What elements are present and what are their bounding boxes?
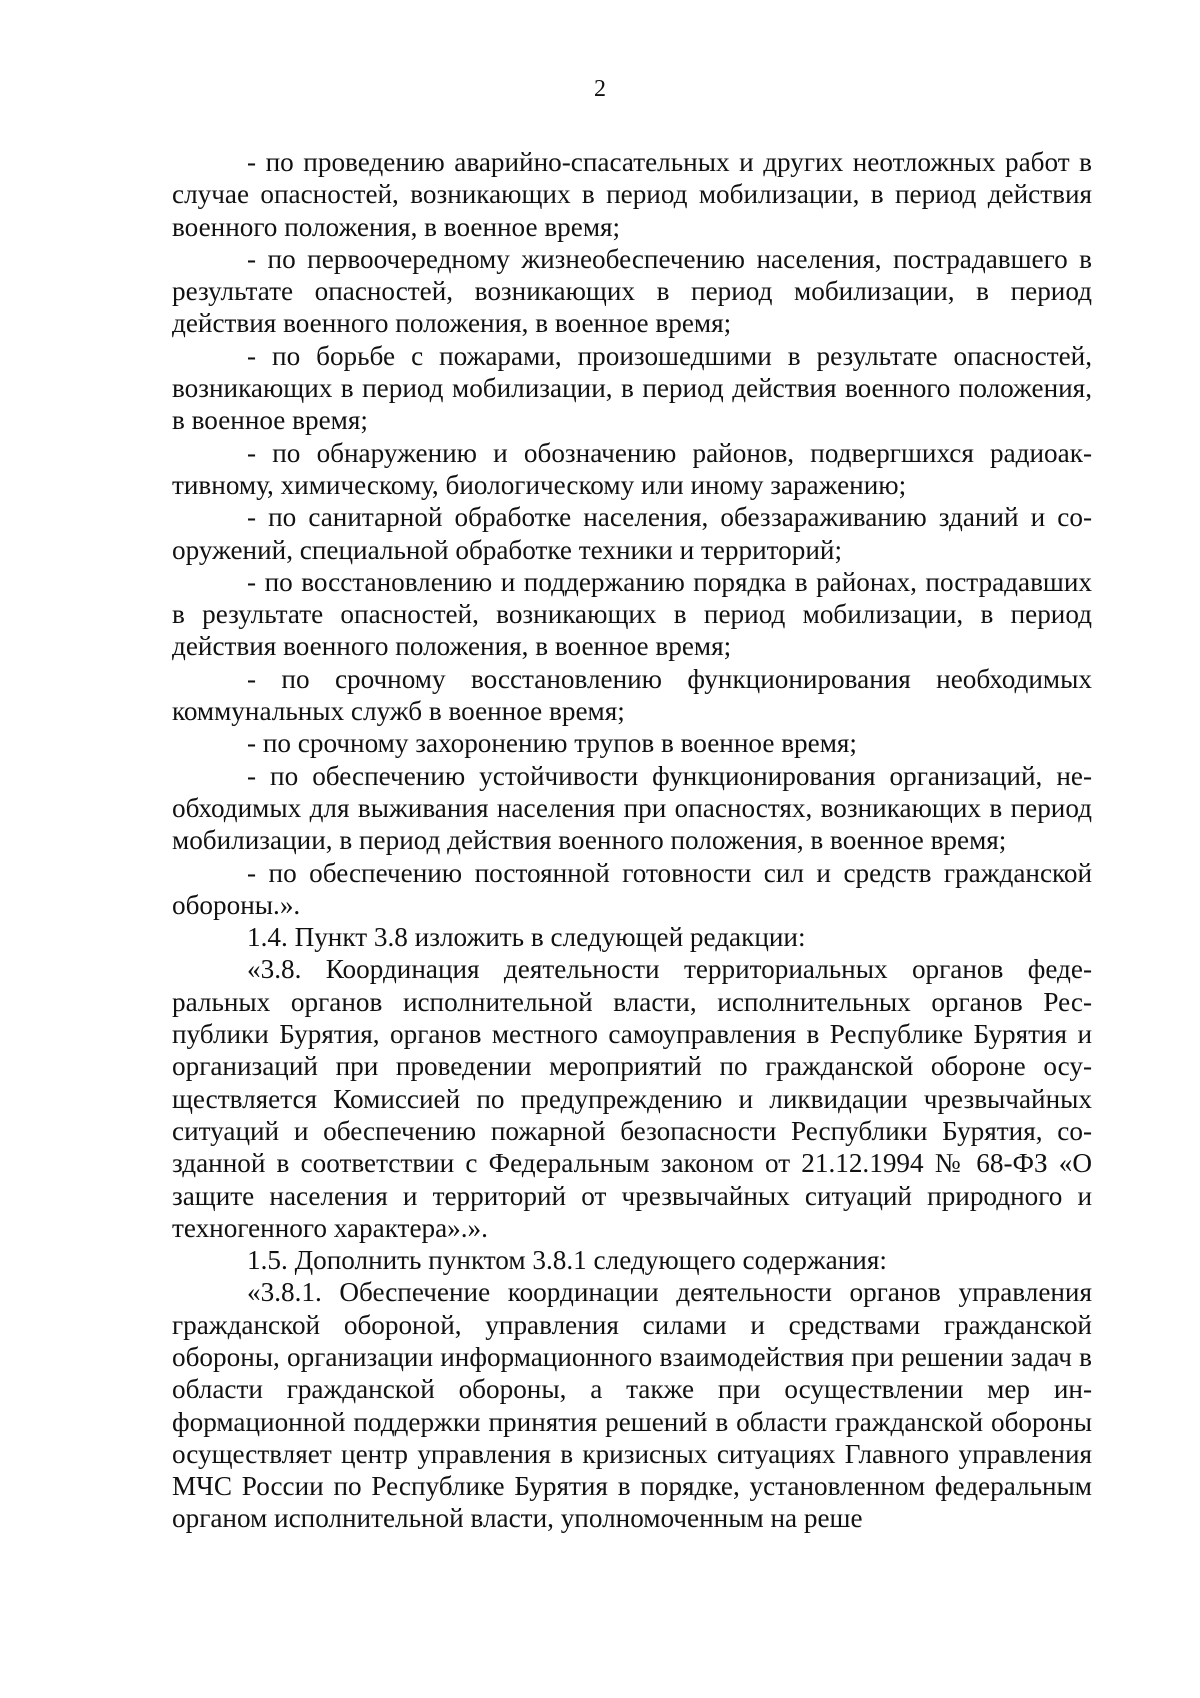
paragraph: - по проведению аварийно-спасательных и других неотложных работ в случае опасностей, возникающих в период мобилизации, в период действия военного положения, в военное время;	[172, 147, 1092, 242]
paragraph: - по восстановлению и поддержанию порядка в районах, пострадавших в результате опасностей, возникающих в период мобилизации, в период действия военного положения, в военное время;	[172, 566, 1092, 662]
paragraph: «3.8. Координация деятельности территориальных органов федеральных органов исполнительной власти, исполнительных органов Республики Бурятия, органов местного самоуправления в Республике Бурятия и организаций при проведении мероприятий по гражданской обороне осуществляется Комиссией по предупреждению и ликвидации чрезвычайных ситуаций и обеспечению пожарной безопасности Республики Бурятия, созданной в соответствии с Федеральным законом от 21.12.1994 № 68-ФЗ «О защите населения и территорий от чрезвычайных ситуаций природного и техногенного характера».».	[172, 954, 1092, 1243]
page-number: 2	[594, 76, 606, 102]
paragraph: - по санитарной обработке населения, обеззараживанию зданий и сооружений, специальной обработке техники и территорий;	[172, 502, 1092, 565]
paragraph: 1.5. Дополнить пунктом 3.8.1 следующего содержания:	[247, 1245, 887, 1276]
paragraph: - по срочному восстановлению функционирования необходимых коммунальных служб в военное время;	[172, 663, 1092, 727]
body-text	[172, 146, 1092, 1535]
paragraph: - по обеспечению постоянной готовности сил и средств гражданской обороны.».	[172, 857, 1092, 920]
paragraph: - по обнаружению и обозначению районов, подвергшихся радиоактивному, химическому, биологическому или иному заражению;	[172, 437, 1092, 500]
paragraph: - по обеспечению устойчивости функционирования организаций, необходимых для выживания населения при опасностях, возникающих в период мобилизации, в период действия военного положения, в военное время;	[172, 760, 1092, 856]
paragraph: «3.8.1. Обеспечение координации деятельности органов управления гражданской обороной, управления силами и средствами гражданской обороны, организации информационного взаимодействия при решении задач в области гражданской обороны, а также при осуществлении мер информационной поддержки принятия решений в области гражданской обороны осуществляет центр управления в кризисных ситуациях Главного управления МЧС России по Республике Бурятия в порядке, установленном федеральным органом исполнительной власти, уполномоченным на реше	[172, 1277, 1092, 1534]
paragraph: - по борьбе с пожарами, произошедшими в результате опасностей, возникающих в период мобилизации, в период действия военного положения, в военное время;	[172, 340, 1092, 436]
paragraph: - по срочному захоронению трупов в военное время;	[247, 728, 857, 759]
paragraph: 1.4. Пункт 3.8 изложить в следующей редакции:	[247, 922, 806, 953]
paragraph: - по первоочередному жизнеобеспечению населения, пострадавшего в результате опасностей, возникающих в период мобилизации, в период действия военного положения, в военное время;	[172, 243, 1092, 339]
